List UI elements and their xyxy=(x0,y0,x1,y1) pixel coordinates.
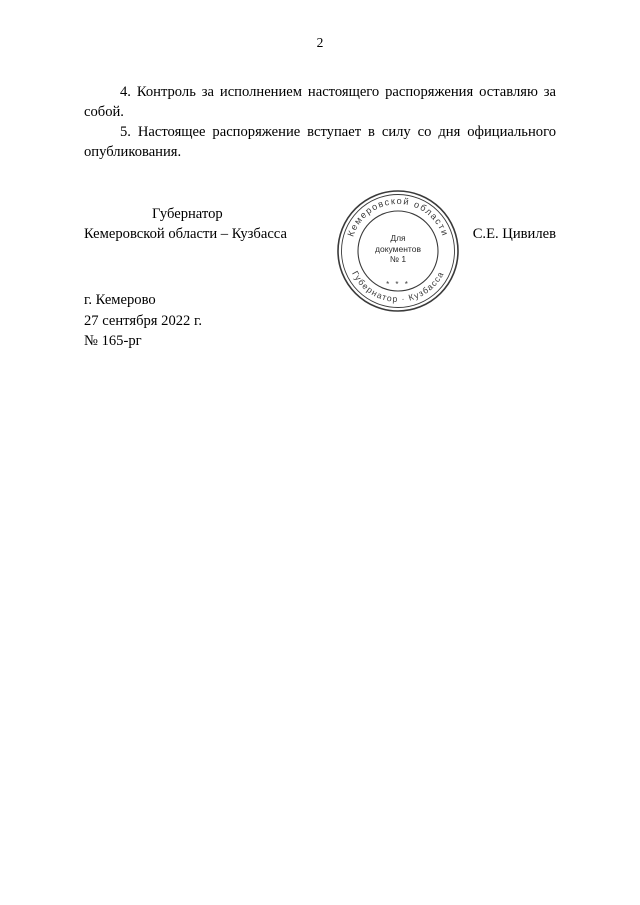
footer-number: № 165-рг xyxy=(84,333,142,349)
stamp-center-text xyxy=(336,233,460,265)
footer-city: г. Кемерово xyxy=(84,292,156,308)
signature-row xyxy=(84,224,556,244)
svg-text:Кемеровской области: Кемеровской области xyxy=(345,195,451,238)
svg-text:Губернатор · Кузбасса: Губернатор · Кузбасса xyxy=(350,269,446,305)
stamp-center-line3: № 1 xyxy=(389,254,407,264)
paragraph-5: 5. Настоящее распоряжение вступает в силу со дня официального опубликования. xyxy=(84,124,556,160)
stamp-center-line2: документов xyxy=(375,243,421,254)
footer-date: 27 сентября 2022 г. xyxy=(84,312,202,329)
page-number: 2 xyxy=(316,35,324,50)
signature-block xyxy=(84,204,556,244)
signature-name: С.Е. Цивилев xyxy=(472,226,556,242)
footer-block xyxy=(84,290,202,352)
paragraph-4: 4. Контроль за исполнением настоящего распоряжения оставляю за собой. xyxy=(84,84,556,120)
stamp-center-line1: Для xyxy=(390,233,406,243)
signature-role-line2: Кемеровской области – Кузбасса xyxy=(84,226,287,242)
signature-role-line1: Губернатор xyxy=(152,206,223,222)
body-text xyxy=(84,82,556,162)
svg-text:* * *: * * * xyxy=(386,280,410,289)
official-stamp xyxy=(336,189,460,313)
